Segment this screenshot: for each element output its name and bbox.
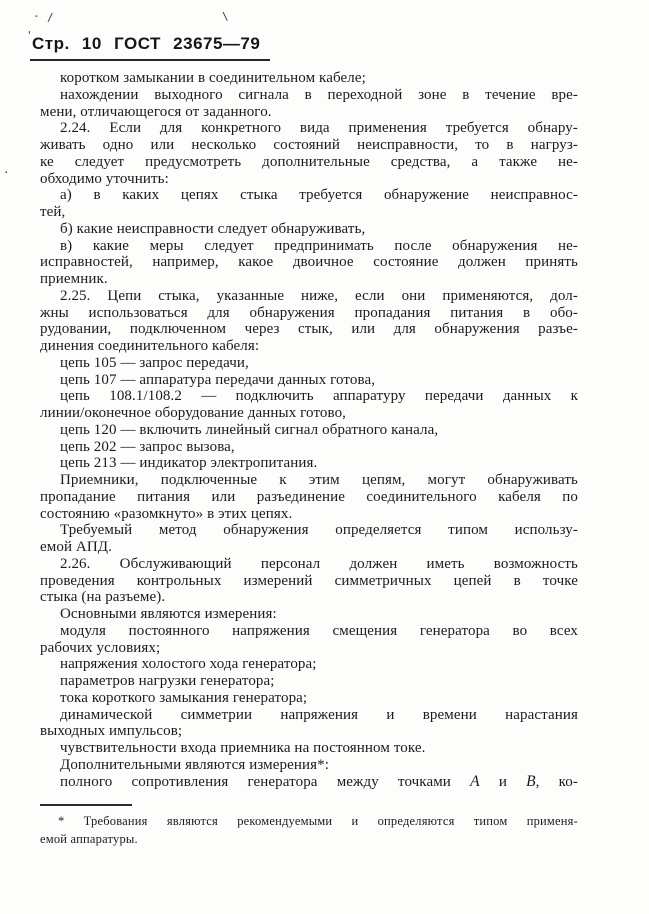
text-line: цепь 105 — запрос передачи, (60, 354, 249, 371)
text-line: чувствительности входа приемника на постоянном токе. (60, 740, 426, 756)
body-text (40, 70, 578, 790)
text-line: проведения контрольных измерений симметричных цепей в точке (40, 572, 578, 589)
text-line: ке следует предусмотреть дополнительные средства, а также не- (40, 153, 578, 170)
text-fragment: , ко- (535, 773, 578, 790)
text-line: в) какие меры следует предпринимать после обнаружения не- (60, 237, 578, 254)
italic-text: В (526, 772, 536, 790)
text-line: приемник. (40, 271, 108, 287)
text-line: обходимо уточнить: (40, 170, 169, 187)
text-line: емой АПД. (40, 539, 112, 555)
text-line: цепь 107 — аппаратура передачи данных готова, (60, 371, 376, 388)
text-line: пропадание питания или разъединение соединительного кабеля по (40, 488, 578, 505)
text-line: цепь 120 — включить линейный сигнал обратного канала, (60, 421, 439, 438)
text-line: рабочих условиях; (40, 639, 161, 656)
text-line: рудовании, подключенном через стык, или для обнаружения разъе- (40, 321, 578, 338)
text-line: цепь 108.1/108.2 — подключить аппаратуру передачи данных к (60, 388, 578, 405)
text-line: живать одно или несколько состояний неисправности, то в нагруз- (40, 137, 578, 153)
text-line: модуля постоянного напряжения смещения генератора во всех (60, 622, 578, 639)
scan-speck: ' (26, 29, 33, 42)
text-line: мени, отличающегося от заданного. (40, 103, 272, 120)
text-line: 2.26. Обслуживающий персонал должен иметь возможность (60, 555, 578, 572)
text-line (40, 774, 578, 791)
text-line: линии/оконечное оборудование данных готово, (40, 405, 347, 421)
page-header: Стр. 10 ГОСТ 23675—79 (30, 34, 270, 61)
text-fragment: и (479, 773, 527, 790)
text-line: нахождении выходного сигнала в переходной зоне в течение вре- (60, 86, 578, 103)
text-line: 2.24. Если для конкретного вида применения требуется обнару- (60, 120, 578, 137)
text-line: цепь 213 — индикатор электропитания. (60, 455, 318, 472)
text-line: тей, (40, 204, 66, 220)
scan-speck: - (33, 9, 40, 22)
text-line: Основными являются измерения: (60, 606, 277, 622)
scan-speck: . (3, 163, 10, 176)
text-line: емой аппаратуры. (40, 832, 138, 846)
text-line: Требуемый метод обнаружения определяется типом использу- (60, 522, 578, 539)
text-line: выходных импульсов; (40, 723, 183, 740)
italic-text: А (470, 772, 480, 790)
footnote (40, 812, 578, 848)
scan-speck: / (47, 11, 54, 24)
text-line: цепь 202 — запрос вызова, (60, 438, 235, 455)
footnote-rule (40, 804, 132, 806)
text-line: Приемники, подключенные к этим цепям, могут обнаруживать (60, 472, 578, 488)
text-line: Дополнительными являются измерения*: (60, 756, 330, 773)
text-line: * Требования являются рекомендуемыми и определяются типом применя- (58, 814, 578, 828)
text-line: стыка (на разъеме). (40, 589, 166, 606)
text-fragment: полного сопротивления генератора между точками (60, 773, 471, 790)
text-line: коротком замыкании в соединительном кабеле; (60, 70, 366, 86)
text-line: динения соединительного кабеля: (40, 338, 260, 354)
text-line: тока короткого замыкания генератора; (60, 689, 308, 706)
text-line: а) в каких цепях стыка требуется обнаружение неисправнос- (60, 187, 578, 204)
text-line: динамической симметрии напряжения и времени нарастания (60, 706, 578, 723)
text-line: напряжения холостого хода генератора; (60, 656, 317, 673)
scan-speck: \ (222, 10, 229, 23)
text-line: исправностей, например, какое двоичное состояние должен принять (40, 254, 578, 271)
text-line: 2.25. Цепи стыка, указанные ниже, если они применяются, дол- (60, 287, 578, 304)
text-line: б) какие неисправности следует обнаруживать, (60, 220, 366, 237)
text-line: параметров нагрузки генератора; (60, 673, 275, 689)
text-line: жны использоваться для обнаружения пропадания питания в обо- (40, 304, 578, 321)
text-line: состоянию «разомкнуто» в этих цепях. (40, 505, 293, 522)
